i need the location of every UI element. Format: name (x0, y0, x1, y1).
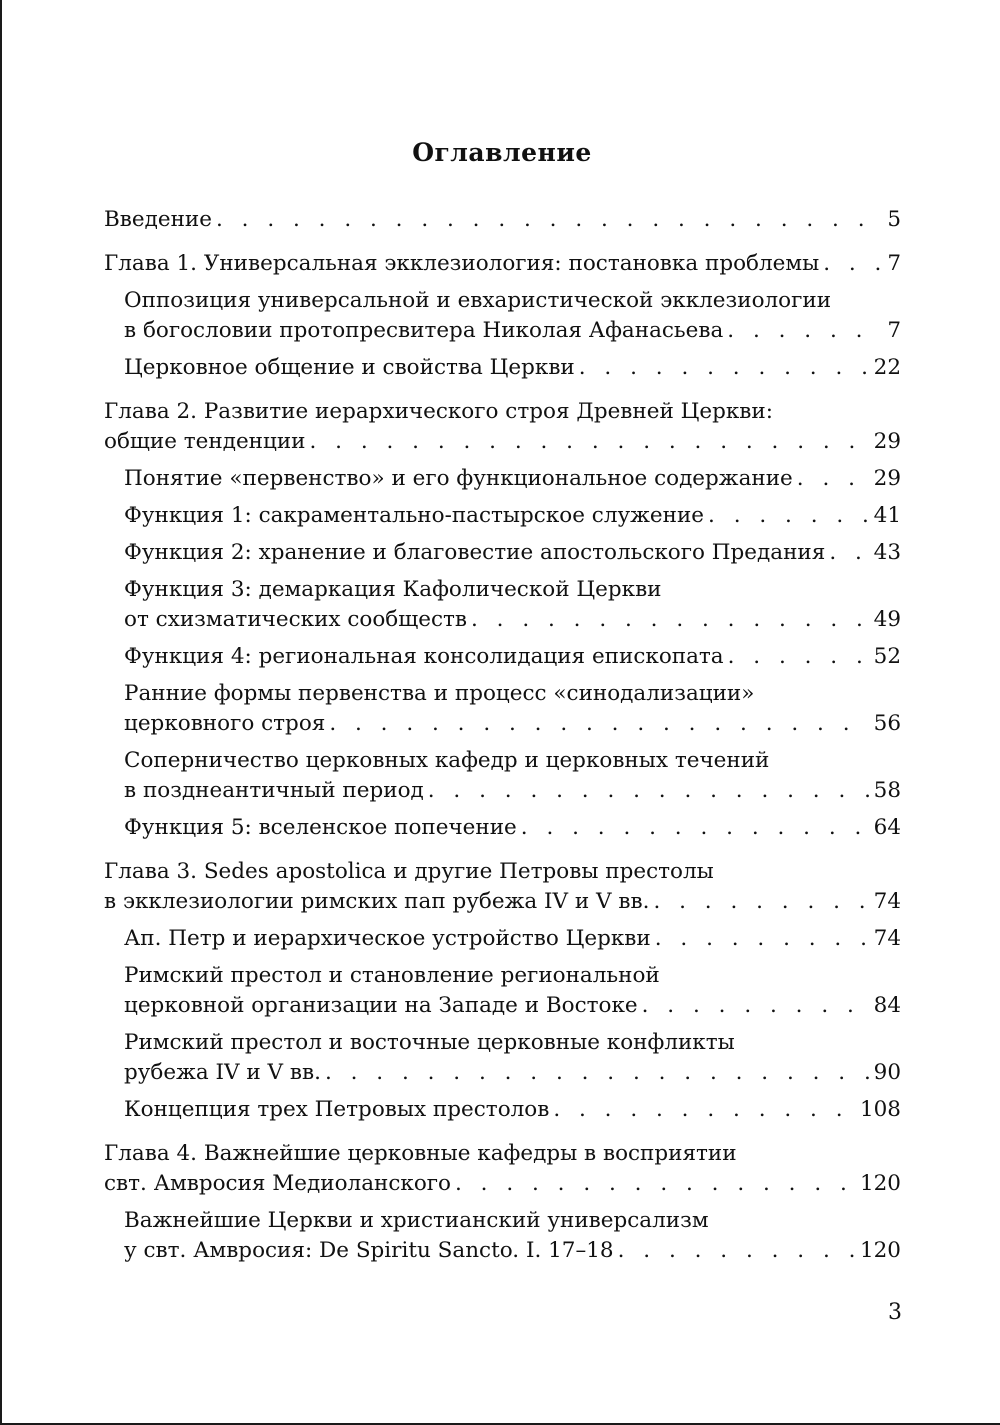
toc-entry-last-line (124, 813, 901, 843)
toc-entry-text: свт. Амвросия Медиоланского (104, 1171, 451, 1196)
dot-leader (829, 538, 869, 568)
toc-entry-last-line (124, 1095, 901, 1125)
toc-section-entry (124, 679, 901, 739)
toc-entry-text: церковного строя (124, 711, 326, 736)
toc-entry-text: Функция 2: хранение и благовестие апостольского Предания (124, 540, 826, 565)
toc-page-number: 5 (887, 207, 901, 232)
toc-page-number: 120 (859, 1238, 901, 1263)
toc-section-entry (124, 353, 901, 383)
toc-entry-text: Понятие «первенство» и его функциональное содержание (124, 466, 793, 491)
toc-entry-last-line (124, 1236, 901, 1266)
dot-leader (708, 501, 870, 531)
toc-section-entry (124, 464, 901, 494)
toc-page-number: 74 (873, 926, 901, 951)
toc-section-entry (124, 538, 901, 568)
toc-entry-line: Функция 3: демаркация Кафолической Церкви (124, 577, 662, 602)
dot-leader (310, 427, 870, 457)
toc-entry-last-line (104, 205, 901, 235)
toc-entry-last-line (124, 464, 901, 494)
toc-page-number: 7 (887, 251, 901, 276)
toc-section-entry (124, 286, 901, 346)
toc-page-number: 29 (873, 466, 901, 491)
toc-entry-line: Глава 4. Важнейшие церковные кафедры в восприятии (104, 1141, 737, 1166)
toc-entry-text: Введение (104, 207, 212, 232)
toc-entry-line: Глава 2. Развитие иерархического строя Древней Церкви: (104, 399, 773, 424)
toc-entry-last-line (124, 642, 901, 672)
toc-entry-last-line (104, 427, 901, 457)
toc-entry-text: церковной организации на Западе и Востоке (124, 993, 638, 1018)
toc-section-entry (124, 746, 901, 806)
toc-page-number: 7 (887, 318, 901, 343)
toc-entry-text: рубежа IV и V вв. (124, 1060, 321, 1085)
toc-entry-text: Функция 1: сакраментально-пастырское служение (124, 503, 705, 528)
toc-entry-text: общие тенденции (104, 429, 306, 454)
toc-entry-last-line (104, 1169, 901, 1199)
dot-leader (428, 776, 870, 806)
toc-page-number: 41 (873, 503, 901, 528)
toc-page-number: 120 (859, 1171, 901, 1196)
toc-section-entry (124, 961, 901, 1021)
toc-section-entry (124, 501, 901, 531)
toc-page-number: 64 (873, 815, 901, 840)
toc-entry-text: Церковное общение и свойства Церкви (124, 355, 575, 380)
toc-entry-last-line (124, 538, 901, 568)
dot-leader (329, 709, 869, 739)
toc-entry-last-line (104, 249, 901, 279)
dot-leader (727, 316, 883, 346)
toc-section-entry (124, 1206, 901, 1266)
dot-leader (579, 353, 870, 383)
toc-entry-line: Римский престол и становление региональной (124, 963, 660, 988)
toc-entry-text: Глава 1. Универсальная экклезиология: постановка проблемы (104, 251, 820, 276)
toc-section-entry (124, 1095, 901, 1125)
dot-leader (653, 887, 869, 917)
toc-entry-last-line (104, 887, 901, 917)
dot-leader (642, 991, 870, 1021)
toc-section-entry (124, 575, 901, 635)
toc-entry-last-line (124, 776, 901, 806)
toc-section-entry (124, 642, 901, 672)
toc-entry-text: от схизматических сообществ (124, 607, 467, 632)
page-title: Оглавление (412, 138, 592, 167)
toc-entry-line: Важнейшие Церкви и христианский универсализм (124, 1208, 709, 1233)
toc-entry-last-line (124, 991, 901, 1021)
toc-page-number: 52 (873, 644, 901, 669)
toc-entry-last-line (124, 924, 901, 954)
toc-page-number: 49 (873, 607, 901, 632)
dot-leader (553, 1095, 856, 1125)
toc-section-entry (124, 813, 901, 843)
toc-entry-text: Ап. Петр и иерархическое устройство Церкви (124, 926, 651, 951)
dot-leader (325, 1058, 870, 1088)
toc-page-number: 56 (873, 711, 901, 736)
toc-page-number: 58 (873, 778, 901, 803)
dot-leader (728, 642, 870, 672)
toc-chapter-entry (104, 857, 901, 917)
dot-leader (455, 1169, 856, 1199)
toc-entry-text: у свт. Амвросия: De Spiritu Sancto. I. 17–18 (124, 1238, 614, 1263)
dot-leader (655, 924, 870, 954)
dot-leader (823, 249, 883, 279)
toc-entry-last-line (124, 1058, 901, 1088)
table-of-contents (104, 205, 901, 1266)
dot-leader (521, 813, 870, 843)
page-number: 3 (888, 1300, 902, 1325)
toc-entry-text: в позднеантичный период (124, 778, 424, 803)
toc-section-entry (124, 924, 901, 954)
toc-entry-line: Соперничество церковных кафедр и церковных течений (124, 748, 770, 773)
toc-entry-text: Концепция трех Петровых престолов (124, 1097, 550, 1122)
toc-page-number: 90 (873, 1060, 901, 1085)
toc-entry-text: Функция 5: вселенское попечение (124, 815, 517, 840)
toc-entry-last-line (124, 501, 901, 531)
toc-chapter-entry (104, 1139, 901, 1199)
dot-leader (216, 205, 883, 235)
toc-entry-last-line (124, 353, 901, 383)
toc-section-entry (124, 1028, 901, 1088)
dot-leader (797, 464, 870, 494)
toc-entry-last-line (124, 316, 901, 346)
toc-entry-last-line (124, 605, 901, 635)
toc-entry-text: Функция 4: региональная консолидация епископата (124, 644, 724, 669)
toc-entry-line: Глава 3. Sedes apostolica и другие Петровы престолы (104, 859, 714, 884)
toc-page-number: 22 (873, 355, 901, 380)
toc-entry-line: Ранние формы первенства и процесс «синодализации» (124, 681, 755, 706)
toc-chapter-entry (104, 205, 901, 235)
toc-page-number: 84 (873, 993, 901, 1018)
toc-entry-text: в богословии протопресвитера Николая Афанасьева (124, 318, 724, 343)
toc-chapter-entry (104, 397, 901, 457)
dot-leader (471, 605, 870, 635)
toc-entry-line: Римский престол и восточные церковные конфликты (124, 1030, 735, 1055)
toc-entry-last-line (124, 709, 901, 739)
toc-page-number: 43 (873, 540, 901, 565)
toc-page-number: 74 (873, 889, 901, 914)
toc-entry-line: Оппозиция универсальной и евхаристической экклезиологии (124, 288, 832, 313)
dot-leader (618, 1236, 856, 1266)
toc-entry-text: в экклезиологии римских пап рубежа IV и V вв. (104, 889, 650, 914)
toc-chapter-entry (104, 249, 901, 279)
toc-page-number: 108 (859, 1097, 901, 1122)
toc-page-number: 29 (873, 429, 901, 454)
